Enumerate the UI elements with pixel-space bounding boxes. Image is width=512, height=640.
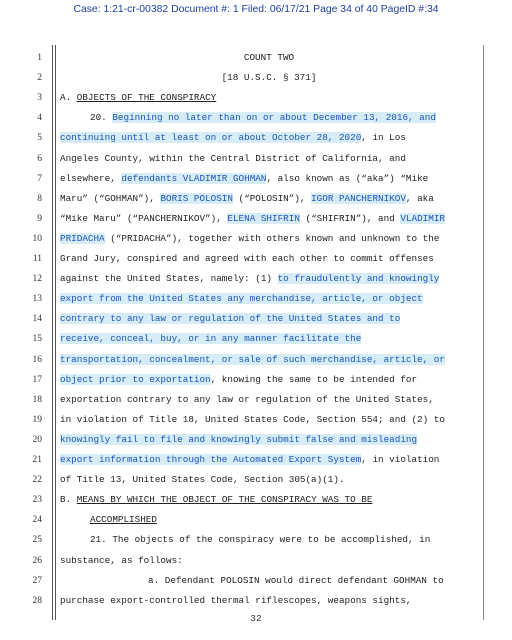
text-segment: (“PRIDACHA”), together with others known and unknown to the — [104, 232, 440, 244]
line-number: 5 — [37, 133, 42, 144]
text-segment: substance, as follows: — [60, 554, 183, 566]
underlined-heading: ACCOMPLISHED — [90, 514, 157, 526]
line-number: 23 — [32, 495, 42, 506]
line-number: 21 — [32, 455, 42, 465]
line-number: 26 — [32, 555, 42, 566]
line-number: 11 — [32, 254, 42, 264]
highlighted-text: PRIDACHA — [60, 232, 105, 244]
text-line — [90, 513, 157, 527]
text-segment: B. — [60, 494, 72, 506]
highlighted-text: receive, conceal, buy, or in any manner facilitate the — [60, 333, 362, 345]
line-number: 7 — [37, 173, 42, 184]
line-number: 14 — [32, 314, 42, 325]
line-number: 13 — [32, 294, 42, 305]
text-segment: (“POLOSIN”), — [232, 192, 312, 204]
highlighted-text: defendants VLADIMIR GOHMAN — [121, 172, 267, 184]
text-line — [60, 252, 434, 266]
text-line — [60, 152, 406, 166]
text-line — [60, 71, 478, 85]
text-segment: , in Los — [361, 132, 406, 144]
text-segment: [18 U.S.C. § 371] — [221, 72, 317, 84]
highlighted-text: Beginning no later than on or about December 13, 2016, and — [112, 112, 436, 124]
line-number: 19 — [32, 414, 42, 425]
text-segment: a. Defendant POLOSIN would direct defendant GOHMAN to — [148, 574, 444, 586]
highlighted-text: export information through the Automated Export System — [60, 454, 362, 465]
text-line — [60, 393, 434, 407]
line-number: 15 — [32, 334, 42, 345]
line-number: 25 — [32, 535, 42, 546]
line-number: 22 — [32, 475, 42, 486]
line-number: 12 — [32, 274, 42, 285]
text-segment: (“SHIFRIN”), and — [299, 212, 401, 224]
text-line — [60, 232, 439, 246]
text-segment: Angeles County, within the Central District of California, and — [60, 152, 406, 164]
text-line — [60, 413, 445, 427]
text-line — [60, 433, 417, 447]
case-header: Case: 1:21-cr-00382 Document #: 1 Filed: 06/17/21 Page 34 of 40 PageID #:34 — [73, 4, 439, 15]
line-number: 3 — [37, 93, 42, 104]
line-number: 17 — [32, 374, 42, 385]
text-line — [60, 192, 434, 206]
text-line — [148, 574, 444, 588]
highlighted-text: IGOR PANCHERNIKOV — [311, 192, 406, 204]
text-line — [60, 353, 445, 367]
text-line — [60, 373, 417, 387]
highlighted-text: ELENA SHIFRIN — [227, 212, 300, 224]
text-line — [60, 172, 428, 186]
line-number: 8 — [37, 193, 42, 204]
text-line — [60, 272, 439, 286]
text-line — [90, 111, 436, 125]
text-line — [60, 312, 400, 326]
text-segment: , also known as (“aka”) “Mike — [266, 172, 429, 184]
left-margin-rule-inner — [55, 45, 56, 620]
page-number: 32 — [250, 613, 262, 624]
text-line — [90, 533, 430, 547]
left-margin-rule — [52, 45, 53, 620]
line-number: 9 — [37, 213, 42, 224]
text-line — [60, 473, 345, 487]
text-segment: elsewhere, — [60, 172, 122, 184]
line-number: 18 — [32, 394, 42, 405]
highlighted-text: to fraudulently and knowingly — [277, 273, 440, 285]
text-segment: A. — [60, 92, 72, 104]
line-number: 27 — [32, 575, 42, 586]
text-segment: 21. The objects of the conspiracy were to be accomplished, in — [90, 534, 431, 546]
text-line — [60, 554, 183, 568]
text-segment: “Mike Maru” (“PANCHERNIKOV”), — [60, 212, 228, 224]
line-number: 10 — [32, 233, 42, 244]
text-line — [60, 453, 439, 467]
highlighted-text: object prior to exportation — [60, 373, 211, 385]
line-number: 28 — [32, 595, 42, 606]
text-segment: Maru” (“GOHMAN”), — [60, 192, 161, 204]
line-number: 16 — [32, 354, 42, 365]
underlined-heading: MEANS BY WHICH THE OBJECT OF THE CONSPIRACY WAS TO BE — [76, 494, 373, 506]
line-number: 6 — [37, 153, 42, 164]
line-number: 4 — [37, 113, 42, 124]
text-line — [60, 131, 406, 145]
text-line — [60, 212, 445, 226]
highlighted-text: continuing until at least on or about October 28, 2020 — [60, 132, 362, 144]
highlighted-text: transportation, concealment, or sale of such merchandise, article, or — [60, 353, 445, 365]
text-segment: exportation contrary to any law or regulation of the United States, — [60, 393, 434, 405]
text-line — [60, 51, 478, 65]
text-segment: of Title 13, United States Code, Section 305(a)(1). — [60, 474, 345, 486]
text-line — [60, 332, 361, 346]
text-segment: COUNT TWO — [243, 52, 295, 63]
text-segment: purchase export-controlled thermal riflescopes, weapons sights, — [60, 594, 412, 606]
highlighted-text: contrary to any law or regulation of the United States and to — [60, 313, 401, 325]
line-number: 20 — [32, 434, 42, 445]
underlined-heading: OBJECTS OF THE CONSPIRACY — [76, 92, 217, 104]
highlighted-text: knowingly fail to file and knowingly submit false and misleading — [60, 433, 418, 445]
text-segment: , knowing the same to be intended for — [210, 373, 418, 385]
text-segment: 20. — [90, 112, 113, 124]
text-segment: in violation of Title 18, United States Code, Section 554; and (2) to — [60, 413, 445, 425]
text-line — [60, 493, 372, 507]
text-segment: , aka — [405, 192, 434, 204]
text-line — [60, 91, 216, 105]
highlighted-text: BORIS POLOSIN — [160, 192, 233, 204]
line-number: 1 — [37, 53, 42, 63]
line-number: 24 — [32, 515, 42, 526]
text-line — [60, 594, 411, 608]
highlighted-text: VLADIMIR — [400, 212, 445, 224]
highlighted-text: export from the United States any merchandise, article, or object — [60, 293, 423, 305]
text-segment: against the United States, namely: (1) — [60, 273, 278, 285]
right-margin-rule — [483, 45, 484, 620]
text-segment: , in violation — [361, 454, 440, 465]
text-line — [60, 292, 423, 306]
text-segment: Grand Jury, conspired and agreed with each other to commit offenses — [60, 253, 434, 264]
line-number: 2 — [37, 73, 42, 84]
